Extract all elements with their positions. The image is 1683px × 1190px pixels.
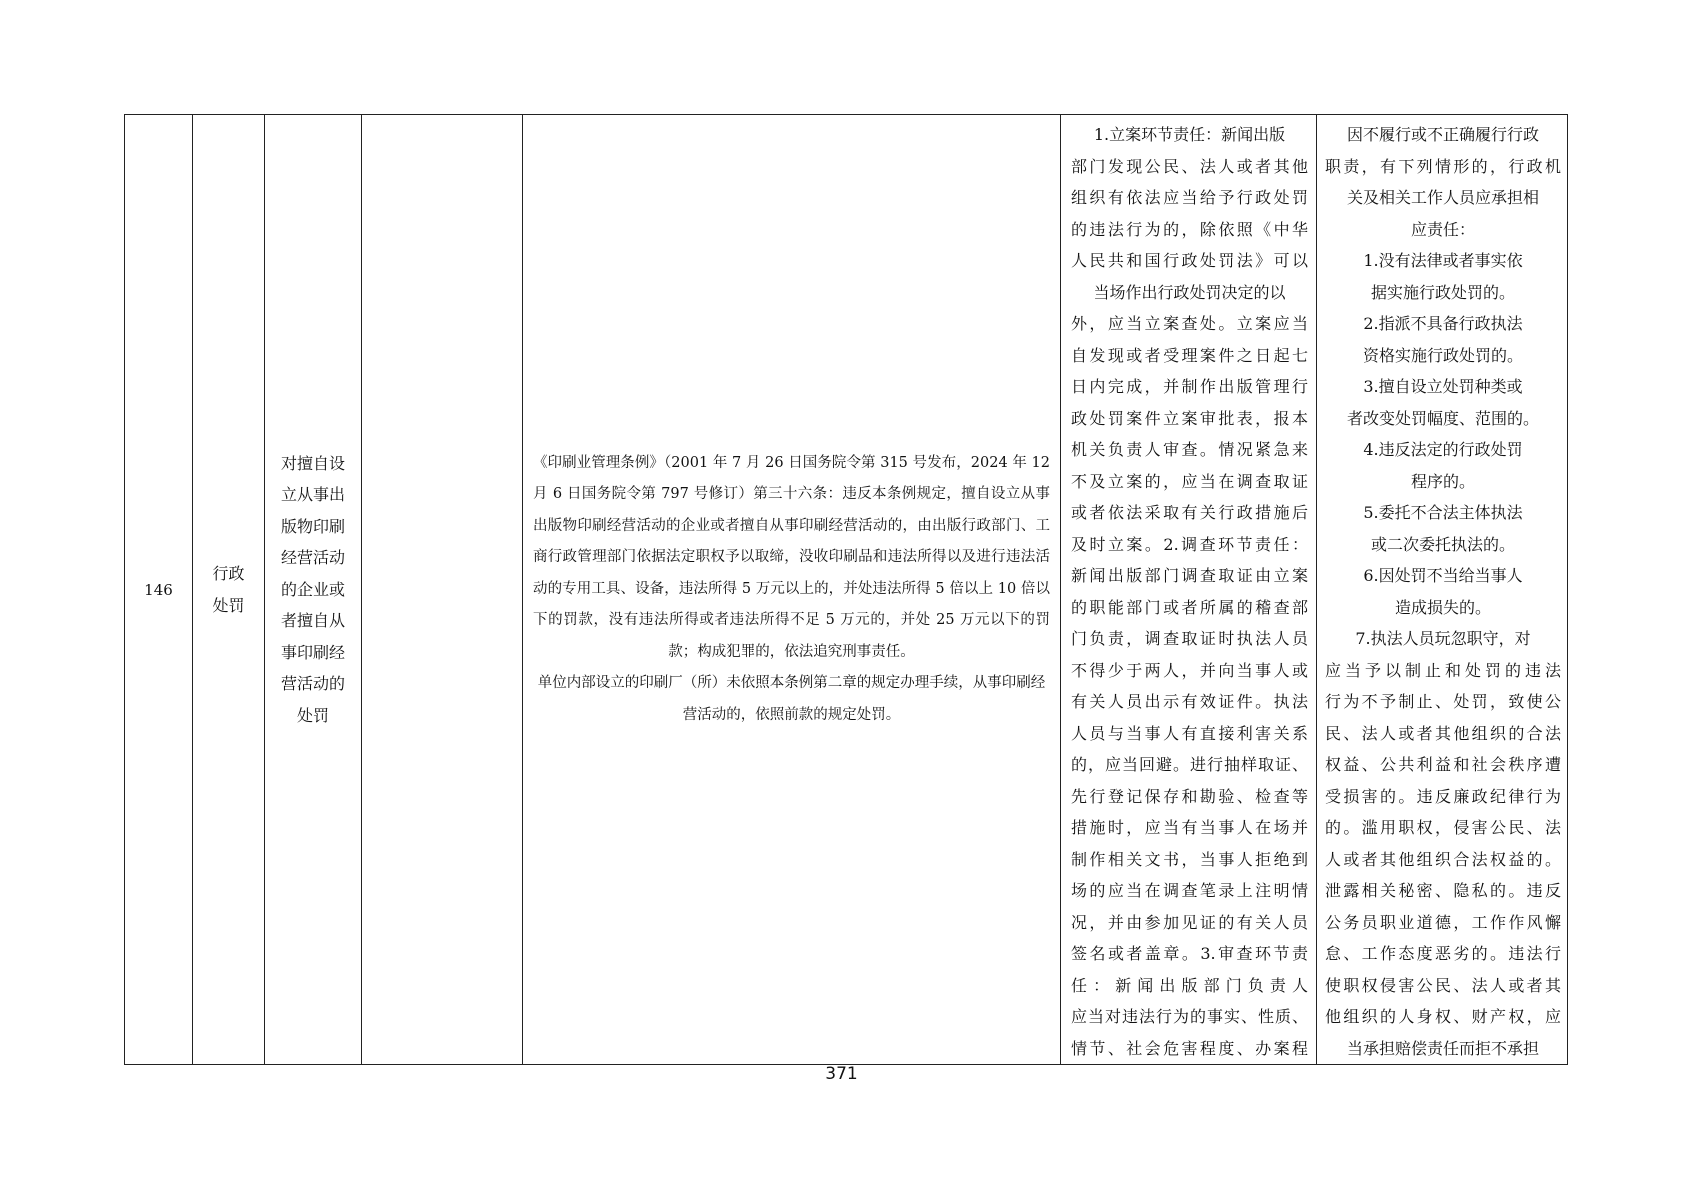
liability-line: 泄露相关秘密、隐私的。违反: [1325, 881, 1561, 900]
responsibility-line: 的，应当回避。进行抽样取证、: [1071, 755, 1308, 774]
item-name-line: 对擅自设: [280, 453, 345, 473]
category-line: 处罚: [212, 595, 245, 615]
liability-line: 2.指派不具备行政执法: [1363, 314, 1523, 333]
responsibility-line: 外，应当立案查处。立案应当: [1071, 314, 1308, 333]
responsibility-cell: [1061, 115, 1317, 1065]
liability-line: 因不履行或不正确履行行政: [1346, 125, 1539, 144]
responsibility-line: 有关人员出示有效证件。执法: [1071, 692, 1308, 711]
responsibility-line: 新闻出版部门调查取证由立案: [1071, 566, 1308, 585]
responsibility-line: 不及立案的，应当在调查取证: [1071, 471, 1308, 491]
responsibility-line: 部门发现公民、法人或者其他: [1071, 156, 1308, 176]
item-name-line: 经营活动: [280, 548, 345, 568]
table-row: [125, 115, 1568, 1065]
responsibility-line: 当场作出行政处罚决定的以: [1093, 282, 1286, 302]
liability-line: 据实施行政处罚的。: [1370, 282, 1515, 302]
liability-line: 当承担赔偿责任而拒不承担: [1346, 1038, 1539, 1058]
responsibility-line: 不得少于两人，并向当事人或: [1071, 660, 1308, 680]
responsibility-line: 的违法行为的，除依照《中华: [1071, 219, 1308, 239]
liability-line: 关及相关工作人员应承担相: [1346, 188, 1539, 207]
responsibility-line: 签名或者盖章。3.审查环节责: [1071, 944, 1308, 963]
liability-cell: [1317, 115, 1568, 1065]
item-name-line: 营活动的: [280, 674, 345, 694]
responsibility-line: 政处罚案件立案审批表，报本: [1071, 408, 1308, 428]
liability-line: 应当予以制止和处罚的违法: [1325, 660, 1561, 680]
liability-line: 者改变处罚幅度、范围的。: [1346, 408, 1539, 428]
liability-line: 的。滥用职权，侵害公民、法: [1325, 818, 1561, 837]
liability-line: 行为不予制止、处罚，致使公: [1325, 692, 1561, 711]
responsibility-line: 措施时，应当有当事人在场并: [1071, 818, 1308, 837]
category-line: 行政: [212, 564, 245, 583]
liability-line: 6.因处罚不当给当事人: [1363, 566, 1523, 585]
liability-line: 资格实施行政处罚的。: [1362, 345, 1523, 365]
liability-line: 程序的。: [1410, 471, 1475, 491]
liability-line: 3.擅自设立处罚种类或: [1363, 377, 1523, 396]
row-number: 146: [144, 580, 173, 599]
liability-line: 怠、工作态度恶劣的。违法行: [1325, 944, 1561, 963]
item-name-line: 处罚: [296, 705, 329, 725]
row-number-cell: [125, 115, 193, 1065]
liability-line: 5.委托不合法主体执法: [1363, 503, 1523, 522]
responsibility-line: 情节、社会危害程度、办案程: [1071, 1038, 1308, 1058]
responsibility-line: 任：新闻出版部门负责人: [1071, 975, 1308, 995]
item-name-cell: [265, 115, 362, 1065]
responsibility-line: 自发现或者受理案件之日起七: [1071, 345, 1308, 365]
item-name-line: 的企业或: [280, 579, 345, 599]
item-name-line: 版物印刷: [280, 516, 345, 536]
liability-line: 7.执法人员玩忽职守，对: [1355, 629, 1531, 648]
responsibility-line: 制作相关文书，当事人拒绝到: [1071, 849, 1308, 869]
responsibility-line: 1.立案环节责任：新闻出版: [1093, 125, 1286, 144]
liability-line: 受损害的。违反廉政纪律行为: [1325, 786, 1561, 806]
responsibility-line: 组织有依法应当给予行政处罚: [1071, 188, 1308, 207]
subitem-cell: [362, 115, 523, 1065]
responsibility-line: 或者依法采取有关行政措施后: [1071, 503, 1308, 522]
legal-basis-paragraph: 《印刷业管理条例》（2001 年 7 月 26 日国务院令第 315 号发布，2024 年 12 月 6 日国务院令第 797 号修订）第三十六条：违反本条例规定，擅自设立从事出版物印刷经营活动的企业或者擅自从事印刷经营活动的，由出版行政部门、工商行政管理部门依据法定职权予以取缔，没收印刷品和违法所得以及进行违法活动的专用工具、设备，违法所得 5 万元以上的，并处违法所得 5 倍以上 10 倍以下的罚款，没有违法所得或者违法所得不足 5 万元的，并处 25 万元以下的罚款；构成犯罪的，依法追究刑事责任。: [533, 454, 1050, 660]
responsibility-table: [124, 114, 1568, 1065]
item-name-line: 者擅自从: [280, 611, 345, 631]
item-name-line: 事印刷经: [280, 642, 345, 662]
page-number: 371: [825, 1064, 858, 1084]
category-cell: [193, 115, 265, 1065]
item-name-line: 立从事出: [280, 485, 345, 505]
liability-line: 公务员职业道德，工作作风懈: [1325, 912, 1561, 932]
liability-line: 职责，有下列情形的，行政机: [1325, 156, 1561, 176]
liability-line: 造成损失的。: [1394, 597, 1491, 617]
liability-line: 应责任：: [1410, 219, 1475, 239]
liability-line: 或二次委托执法的。: [1370, 534, 1515, 554]
legal-basis-paragraph: 单位内部设立的印刷厂（所）未依照本条例第二章的规定办理手续，从事印刷经营活动的，依照前款的规定处罚。: [537, 675, 1046, 723]
responsibility-line: 况，并由参加见证的有关人员: [1071, 912, 1308, 932]
liability-line: 使职权侵害公民、法人或者其: [1325, 975, 1561, 995]
liability-line: 权益、公共利益和社会秩序遭: [1325, 755, 1561, 774]
responsibility-line: 的职能部门或者所属的稽查部: [1071, 597, 1308, 617]
responsibility-line: 应当对违法行为的事实、性质、: [1071, 1007, 1308, 1026]
responsibility-line: 日内完成，并制作出版管理行: [1071, 377, 1308, 396]
responsibility-line: 及时立案。2.调查环节责任：: [1071, 534, 1308, 554]
responsibility-line: 门负责，调查取证时执法人员: [1071, 629, 1308, 648]
liability-line: 4.违反法定的行政处罚: [1363, 440, 1523, 459]
responsibility-line: 先行登记保存和勘验、检查等: [1071, 786, 1308, 806]
liability-line: 人或者其他组织合法权益的。: [1325, 849, 1561, 869]
legal-basis-cell: [523, 115, 1061, 1065]
liability-line: 他组织的人身权、财产权，应: [1325, 1007, 1561, 1026]
liability-line: 民、法人或者其他组织的合法: [1325, 723, 1561, 743]
responsibility-line: 场的应当在调查笔录上注明情: [1071, 881, 1308, 900]
liability-line: 1.没有法律或者事实依: [1363, 251, 1523, 270]
responsibility-line: 人民共和国行政处罚法》可以: [1071, 251, 1308, 270]
responsibility-line: 人员与当事人有直接利害关系: [1071, 723, 1308, 743]
responsibility-line: 机关负责人审查。情况紧急来: [1071, 440, 1308, 459]
